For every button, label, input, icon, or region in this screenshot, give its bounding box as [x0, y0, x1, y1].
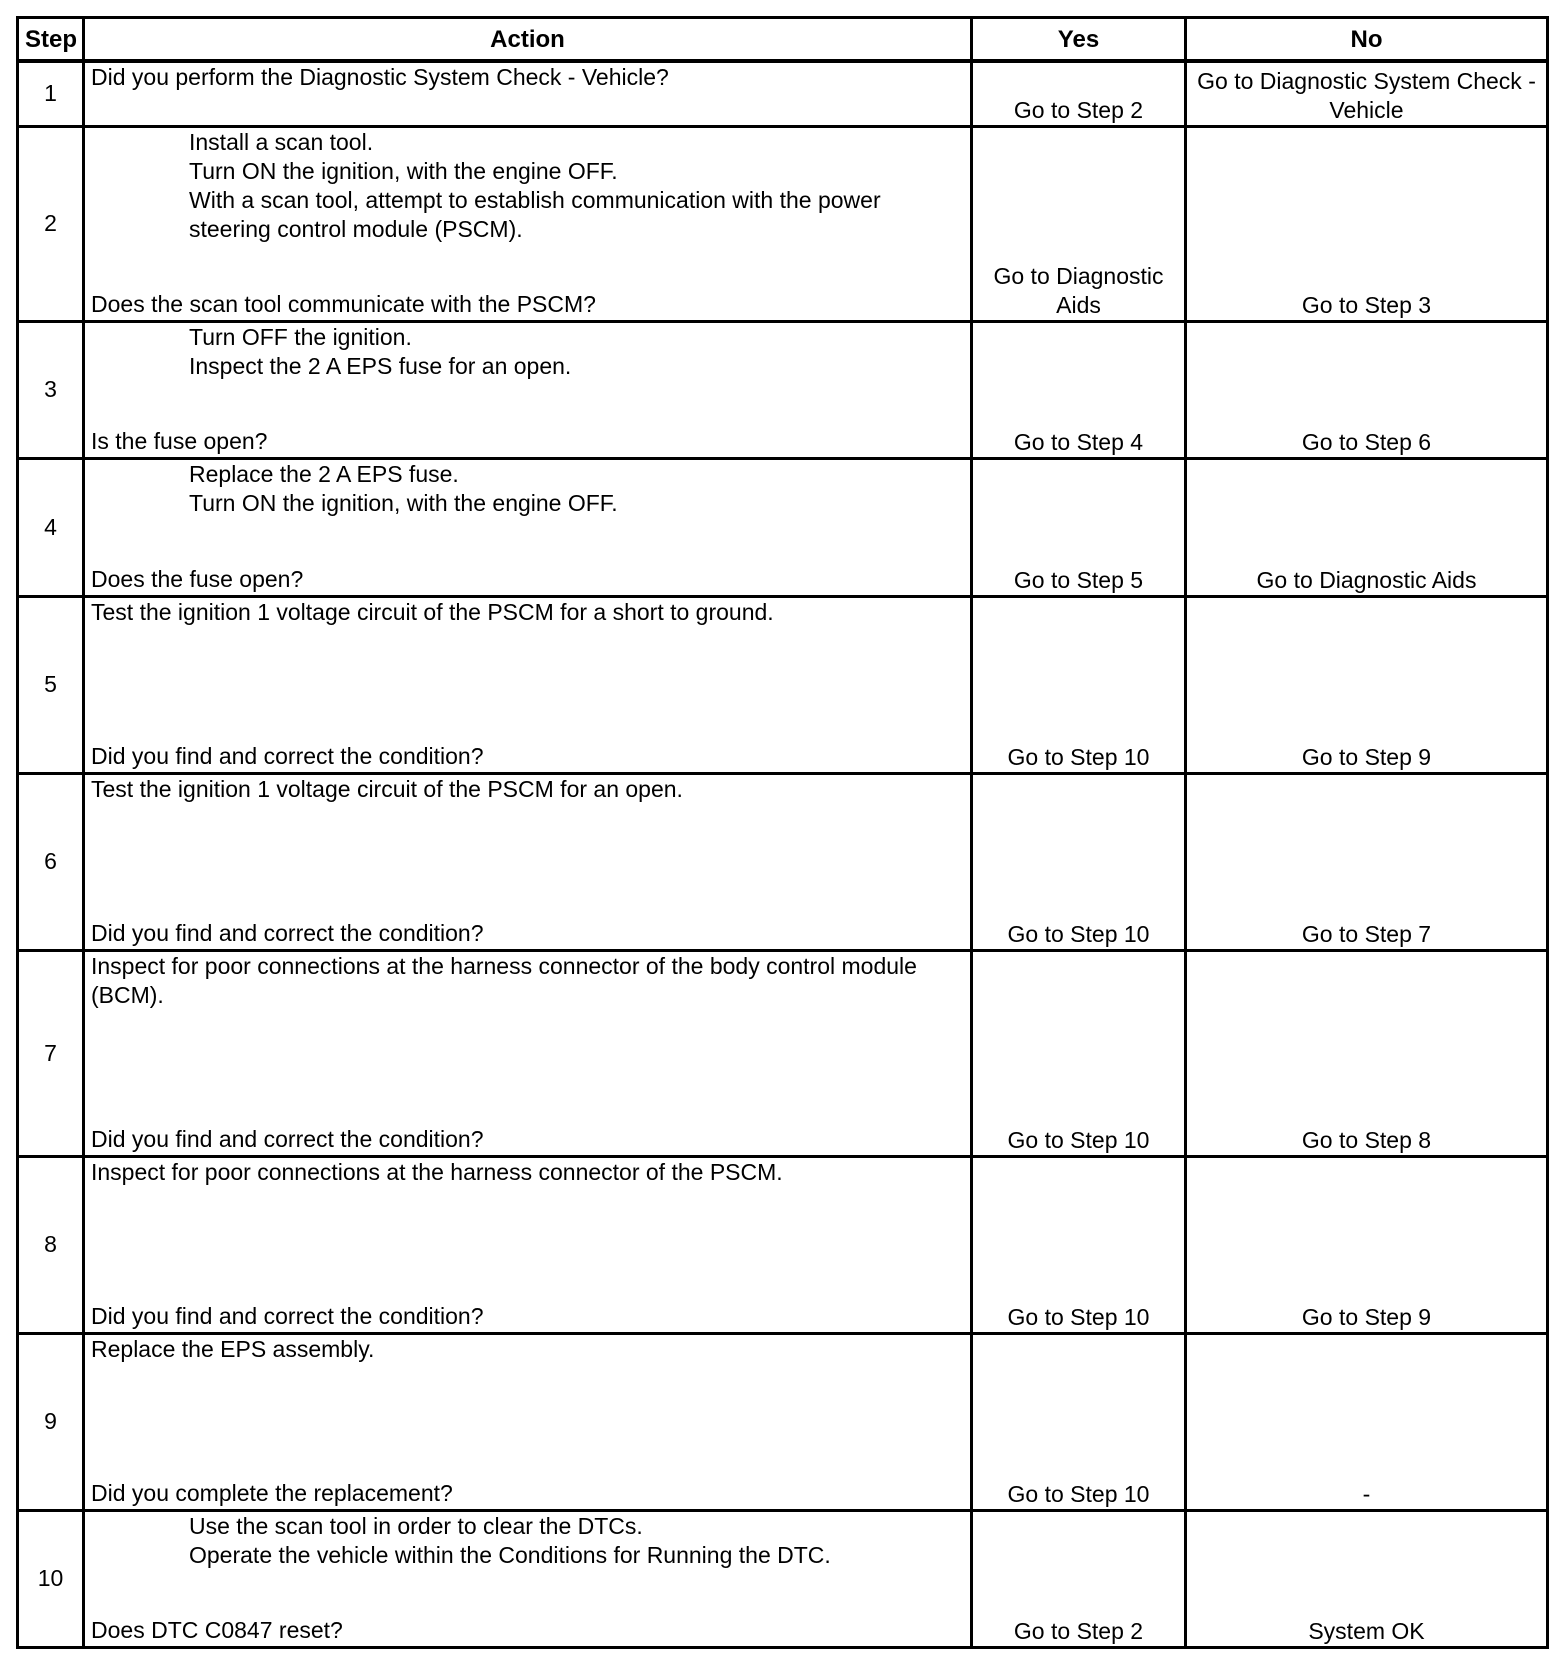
action-question: Does the fuse open?: [91, 565, 304, 592]
no-outcome: -: [1186, 1333, 1548, 1510]
no-outcome: System OK: [1186, 1510, 1548, 1647]
yes-outcome: Go to Step 4: [972, 321, 1186, 458]
action-question: Does the scan tool communicate with the PSCM?: [91, 290, 596, 317]
diagnostic-table: [16, 16, 1549, 1649]
action-substep: Inspect the 2 A EPS fuse for an open.: [189, 352, 572, 379]
yes-outcome: Go to Step 2: [972, 1510, 1186, 1647]
table-row: [18, 950, 1548, 1156]
table-row: [18, 1333, 1548, 1510]
action-cell: [84, 1333, 972, 1510]
no-outcome: Go to Step 3: [1186, 126, 1548, 321]
yes-outcome: Go to Step 10: [972, 773, 1186, 950]
action-substep: Use the scan tool in order to clear the DTCs.: [189, 1512, 643, 1539]
no-outcome: Go to Step 8: [1186, 950, 1548, 1156]
action-question: Did you find and correct the condition?: [91, 1125, 484, 1152]
yes-outcome: Go to Diagnostic Aids: [972, 126, 1186, 321]
header-yes: Yes: [972, 18, 1186, 62]
step-number: 9: [18, 1333, 84, 1510]
action-text: Inspect for poor connections at the harness connector of the PSCM.: [91, 1158, 783, 1185]
step-number: 4: [18, 458, 84, 596]
action-cell: [84, 126, 972, 321]
step-number: 10: [18, 1510, 84, 1647]
action-question: Does DTC C0847 reset?: [91, 1616, 343, 1643]
table-row: [18, 458, 1548, 596]
action-question: Did you complete the replacement?: [91, 1479, 453, 1506]
action-cell: [84, 61, 972, 126]
header-action: Action: [84, 18, 972, 62]
action-text: Did you perform the Diagnostic System Check - Vehicle?: [91, 64, 669, 90]
action-cell: [84, 458, 972, 596]
yes-outcome: Go to Step 10: [972, 1156, 1186, 1333]
table-row: [18, 596, 1548, 773]
step-number: 7: [18, 950, 84, 1156]
yes-outcome: Go to Step 10: [972, 1333, 1186, 1510]
table-row: [18, 321, 1548, 458]
no-outcome: Go to Step 9: [1186, 596, 1548, 773]
table-row: [18, 126, 1548, 321]
yes-outcome: Go to Step 10: [972, 596, 1186, 773]
action-substep: Turn ON the ignition, with the engine OFF.: [189, 489, 618, 516]
table-row: [18, 1510, 1548, 1647]
header-step: Step: [18, 18, 84, 62]
no-outcome: Go to Diagnostic System Check - Vehicle: [1186, 61, 1548, 126]
action-text: Test the ignition 1 voltage circuit of the PSCM for an open.: [91, 775, 683, 802]
yes-outcome: Go to Step 5: [972, 458, 1186, 596]
step-number: 5: [18, 596, 84, 773]
header-row: [18, 18, 1548, 62]
table-row: [18, 773, 1548, 950]
action-substep: Turn ON the ignition, with the engine OFF.: [189, 157, 618, 184]
action-text: Replace the EPS assembly.: [91, 1335, 375, 1362]
action-question: Did you find and correct the condition?: [91, 742, 484, 769]
action-cell: [84, 596, 972, 773]
action-substep: Turn OFF the ignition.: [189, 323, 412, 350]
action-substep: Operate the vehicle within the Conditions for Running the DTC.: [189, 1541, 831, 1568]
no-outcome: Go to Step 9: [1186, 1156, 1548, 1333]
step-number: 3: [18, 321, 84, 458]
action-text: Test the ignition 1 voltage circuit of the PSCM for a short to ground.: [91, 598, 774, 625]
no-outcome: Go to Step 7: [1186, 773, 1548, 950]
action-cell: [84, 1510, 972, 1647]
action-text: Inspect for poor connections at the harness connector of the body control module (BCM).: [91, 952, 917, 1008]
yes-outcome: Go to Step 2: [972, 61, 1186, 126]
action-cell: [84, 1156, 972, 1333]
step-number: 8: [18, 1156, 84, 1333]
step-number: 6: [18, 773, 84, 950]
action-substep: Install a scan tool.: [189, 128, 374, 155]
no-outcome: Go to Step 6: [1186, 321, 1548, 458]
table-row: [18, 61, 1548, 126]
action-question: Is the fuse open?: [91, 427, 268, 454]
yes-outcome: Go to Step 10: [972, 950, 1186, 1156]
action-cell: [84, 773, 972, 950]
step-number: 2: [18, 126, 84, 321]
header-no: No: [1186, 18, 1548, 62]
action-question: Did you find and correct the condition?: [91, 1302, 484, 1329]
action-question: Did you find and correct the condition?: [91, 919, 484, 946]
action-cell: [84, 321, 972, 458]
step-number: 1: [18, 61, 84, 126]
action-substep: With a scan tool, attempt to establish communication with the power steering control module (PSCM).: [189, 186, 881, 242]
table-row: [18, 1156, 1548, 1333]
no-outcome: Go to Diagnostic Aids: [1186, 458, 1548, 596]
action-substep: Replace the 2 A EPS fuse.: [189, 460, 459, 487]
action-cell: [84, 950, 972, 1156]
